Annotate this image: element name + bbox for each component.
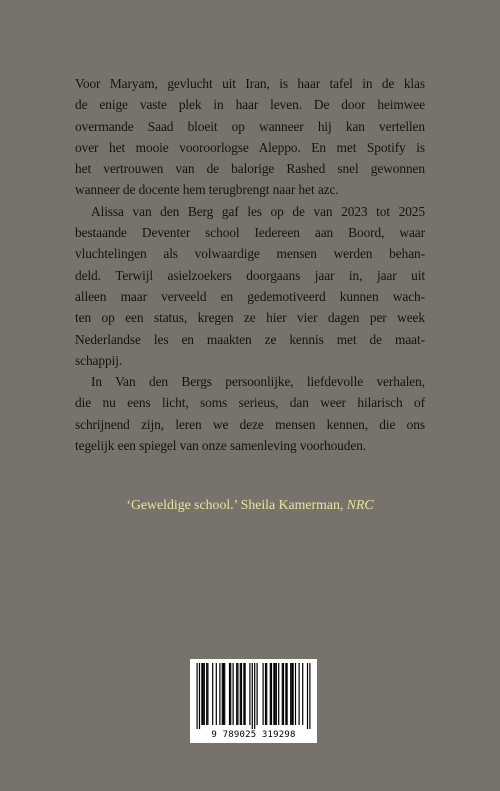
barcode-bar xyxy=(291,663,292,725)
blurb-line: ten op een status, kregen ze hier vier dagen per week xyxy=(75,310,425,326)
barcode-bar xyxy=(203,663,204,725)
blurb-line: wanneer de docente hem terugbrengt naar het azc. xyxy=(75,182,339,198)
barcode-bar xyxy=(207,663,208,725)
blurb-paragraph-1 xyxy=(75,73,425,201)
blurb-line: het vertrouwen van de balorige Rashed snel gewonnen xyxy=(75,161,425,177)
barcode-bar xyxy=(293,663,294,725)
blurb-line: schrijnend zijn, leren we deze mensen kennen, die ons xyxy=(75,416,425,432)
barcode-bar xyxy=(283,663,284,725)
barcode-bar xyxy=(240,663,241,725)
barcode-bar xyxy=(302,663,303,725)
barcode-bar xyxy=(224,663,225,725)
barcode-bar xyxy=(241,663,242,725)
barcode-bar xyxy=(204,663,205,725)
quote-text: ‘Geweldige school.’ Sheila Kamerman, xyxy=(126,497,344,512)
barcode-bar xyxy=(271,663,272,725)
blurb-line: schappij. xyxy=(75,352,123,368)
barcode-digits: 9 789025 319298 xyxy=(211,730,296,740)
quote-source: NRC xyxy=(346,497,374,512)
blurb-line: Nederlandse les en maakten ze kennis met de maat- xyxy=(75,331,425,347)
barcode-bar xyxy=(266,663,267,725)
barcode-bar xyxy=(254,663,255,729)
barcode-bar xyxy=(285,663,286,725)
isbn-barcode xyxy=(190,659,317,743)
barcode-bar xyxy=(197,663,198,729)
barcode-bar xyxy=(249,663,250,725)
barcode-bar xyxy=(230,663,231,725)
barcode-bar xyxy=(257,663,258,725)
barcode-bar xyxy=(307,663,308,729)
blurb-line: Voor Maryam, gevlucht uit Iran, is haar tafel in de klas xyxy=(75,76,425,91)
barcode-bar xyxy=(299,663,300,725)
barcode-bar xyxy=(290,663,291,725)
barcode-bar xyxy=(223,663,224,725)
blurb-line: alleen maar verveeld en gedemotiveerd kunnen wach- xyxy=(75,288,425,304)
barcode-bar xyxy=(206,663,207,725)
barcode-bar xyxy=(229,663,230,725)
blurb-line: overmande Saad bloeit op wanneer hij kan vertellen xyxy=(75,118,425,134)
barcode-bar xyxy=(295,663,296,725)
blurb-line: Alissa van den Berg gaf les op de van 2023 tot 2025 xyxy=(91,203,425,219)
barcode-bar xyxy=(233,663,234,725)
blurb-line: In Van den Bergs persoonlijke, liefdevolle verhalen, xyxy=(91,374,425,390)
blurb-line: de enige vaste plek in haar leven. De door heimwee xyxy=(75,97,425,113)
barcode-bar xyxy=(309,663,310,729)
barcode-bar xyxy=(273,663,274,725)
press-quote xyxy=(0,495,500,515)
blurb-line: deld. Terwijl asielzoekers doorgaans jaar in, jaar uit xyxy=(75,267,425,283)
barcode-bar xyxy=(201,663,202,725)
barcode-bar xyxy=(219,663,220,725)
barcode-bar xyxy=(245,663,246,725)
barcode-bar xyxy=(199,663,200,729)
blurb-text xyxy=(75,73,425,456)
blurb-line: die nu eens licht, soms serieus, dan weer hilarisch of xyxy=(75,395,425,411)
barcode-bars xyxy=(194,663,313,729)
barcode-bar xyxy=(236,663,237,725)
barcode-bar xyxy=(216,663,217,725)
barcode-bar xyxy=(282,663,283,725)
blurb-line: bestaande Deventer school Iedereen aan Boord, waar xyxy=(75,225,425,241)
barcode-bar xyxy=(263,663,264,725)
barcode-bar xyxy=(252,663,253,729)
barcode-bar xyxy=(212,663,213,725)
barcode-bar xyxy=(278,663,279,725)
barcode-bar xyxy=(275,663,276,725)
blurb-paragraph-2 xyxy=(75,201,425,371)
blurb-paragraph-3 xyxy=(75,371,425,456)
blurb-line: tegelijk een spiegel van onze samenleving voorhouden. xyxy=(75,438,367,454)
barcode-bar xyxy=(237,663,238,725)
blurb-line: over het mooie vooroorlogse Aleppo. En met Spotify is xyxy=(75,139,425,155)
barcode-bar xyxy=(243,663,244,725)
barcode-bar xyxy=(270,663,271,725)
blurb-line: vluchtelingen als volwaardige mensen werden behan- xyxy=(75,246,425,262)
barcode-bar xyxy=(265,663,266,725)
barcode-bar xyxy=(276,663,277,725)
barcode-bar xyxy=(287,663,288,725)
barcode-bar xyxy=(222,663,223,725)
